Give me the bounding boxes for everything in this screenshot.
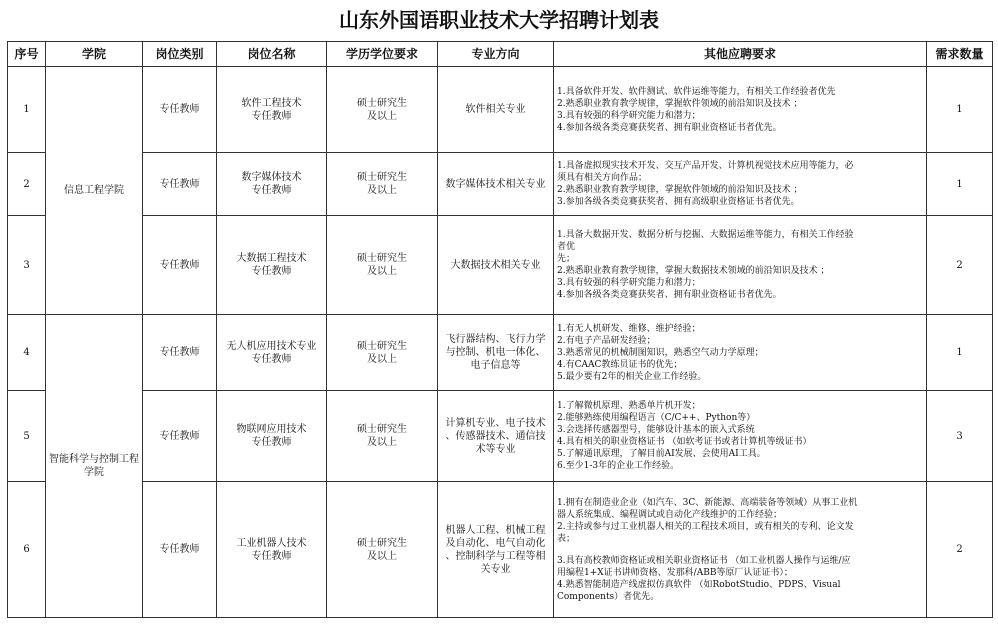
table-row [8, 216, 993, 315]
degree-cell [327, 482, 438, 618]
requirement-line: 4.具有相关的职业资格证书 （如软考证书或者计算机等级证书） [557, 437, 812, 447]
degree-cell [327, 67, 438, 153]
requirement-line: 6.至少1-3年的企业工作经验。 [557, 461, 680, 471]
count-cell: 1 [927, 153, 993, 216]
degree-line: 硕士研究生 [357, 340, 407, 352]
requirement-line: 3.具有较强的科学研究能力和潜力； [557, 110, 701, 121]
requirement-line: 5.了解通讯原理，了解目前AI发展、会使用AI工具。 [557, 449, 766, 459]
major-cell [438, 67, 554, 153]
requirement-line: 1.拥有在制造业企业（如汽车、3C、新能源、高端装备等领域）从事工业机 [557, 497, 858, 508]
position-line: 大数据工程技术 [236, 253, 307, 264]
requirement-line: 3.参加各级各类竞赛获奖者、拥有高级职业资格证书者优先。 [557, 197, 800, 207]
count-cell: 1 [927, 67, 993, 153]
position-cell [217, 67, 327, 153]
requirements-cell [554, 482, 927, 618]
row-no: 5 [8, 391, 46, 482]
degree-line: 硕士研究生 [357, 172, 407, 183]
count-cell: 2 [927, 482, 993, 618]
degree-cell [327, 315, 438, 391]
major-line: 关专业 [480, 563, 511, 575]
row-no: 3 [8, 216, 46, 315]
requirement-line: 2.熟悉职业教育教学规律，掌握软件领域的前沿知识及技术 ； [557, 185, 803, 195]
requirements-cell [554, 391, 927, 482]
requirement-line: 3.具有高校教师资格证或相关职业资格证书 （如工业机器人操作与运维/应 [557, 555, 851, 566]
header-college: 学院 [46, 42, 143, 67]
header-category: 岗位类别 [143, 42, 217, 67]
major-line: 电子信息等 [470, 360, 521, 371]
major-line: 数字媒体技术相关专业 [445, 178, 546, 190]
major-line: 机器人工程、机械工程 [445, 524, 546, 536]
requirement-line: 1.有无人机研发、维修、维护经验； [557, 323, 701, 334]
header-count: 需求数量 [927, 42, 993, 67]
row-no: 1 [8, 67, 46, 153]
position-line: 专任教师 [251, 353, 292, 365]
requirement-line: 3.熟悉常见的机械制图知识，熟悉空气动力学原理； [557, 347, 764, 358]
degree-line: 及以上 [367, 110, 397, 122]
requirement-line: 2.熟悉职业教育教学规律，掌握大数据技术领域的前沿知识及技术 ； [557, 266, 830, 276]
major-line: 及自动化、电气自动化 [445, 537, 546, 549]
position-line: 物联网应用技术 [236, 424, 307, 435]
requirement-line: 4.熟悉智能制造产线虚拟仿真软件 （如RobotStudio、PDPS、Visual [557, 579, 841, 590]
position-line: 软件工程技术 [241, 97, 302, 109]
major-cell [438, 482, 554, 618]
position-line: 专任教师 [251, 437, 292, 448]
requirement-line: 1.了解微机原理、熟悉单片机开发； [557, 401, 701, 411]
row-no: 4 [8, 315, 46, 391]
position-cell [217, 482, 327, 618]
requirement-line: 2.能够熟练使用编程语言（C/C++、Python等） [557, 413, 756, 423]
degree-line: 及以上 [367, 353, 397, 365]
major-line: 、控制科学与工程等相 [445, 550, 546, 562]
header-degree: 学历学位要求 [327, 42, 438, 67]
requirements-cell [554, 216, 927, 315]
requirement-line: 4.有CAAC教练员证书的优先； [557, 359, 683, 370]
major-cell [438, 153, 554, 216]
header-no: 序号 [8, 42, 46, 67]
degree-line: 及以上 [367, 550, 397, 562]
requirement-line: 表； [557, 533, 576, 544]
degree-line: 硕士研究生 [357, 537, 407, 549]
requirement-line [557, 545, 923, 555]
major-line: 、传感器技术、通信技 [445, 430, 546, 442]
requirement-line: 2.熟悉职业教育教学规律，掌握软件领域的前沿知识及技术 ； [557, 98, 803, 109]
position-cell [217, 315, 327, 391]
header-row [8, 42, 993, 67]
degree-line: 硕士研究生 [357, 424, 407, 435]
requirement-line: 须具有相关方向作品； [557, 173, 648, 183]
requirements-cell [554, 315, 927, 391]
position-line: 专任教师 [251, 266, 292, 277]
requirement-line: Components）者优先。 [557, 591, 660, 602]
category-cell: 专任教师 [143, 216, 217, 315]
position-line: 专任教师 [251, 110, 292, 122]
requirement-line: 1.具备大数据开发、数据分析与挖掘、大数据运维等能力，有相关工作经验 [557, 230, 854, 240]
requirement-line: 3.会选择传感器型号，能够设计基本的嵌入式系统 [557, 425, 755, 435]
major-line: 飞行器结构、飞行力学 [445, 334, 546, 345]
major-cell [438, 216, 554, 315]
position-line: 专任教师 [251, 550, 292, 562]
table-row [8, 315, 993, 391]
requirement-line: 5.最少要有2年的相关企业工作经验。 [557, 371, 707, 382]
major-line: 软件相关专业 [465, 104, 526, 115]
position-cell [217, 216, 327, 315]
table-row [8, 391, 993, 482]
header-requirements: 其他应聘要求 [554, 42, 927, 67]
position-line: 工业机器人技术 [236, 537, 307, 549]
degree-line: 及以上 [367, 437, 397, 448]
requirements-cell [554, 67, 927, 153]
position-cell [217, 391, 327, 482]
position-cell [217, 153, 327, 216]
degree-line: 硕士研究生 [357, 97, 407, 109]
requirement-line: 3.具有较强的科学研究能力和潜力； [557, 278, 701, 288]
major-line: 与控制、机电一体化、 [445, 347, 546, 358]
position-line: 数字媒体技术 [241, 172, 302, 183]
degree-cell [327, 216, 438, 315]
count-cell: 3 [927, 391, 993, 482]
requirement-line: 者优 [557, 242, 576, 252]
requirement-line: 用编程1+X证书讲师资格、发那科/ABB等原厂认证证书）； [557, 567, 793, 578]
row-no: 2 [8, 153, 46, 216]
college-cell: 信息工程学院 [46, 67, 143, 315]
major-cell [438, 391, 554, 482]
requirement-line: 1.具备软件开发、软件测试、软件运维等能力，有相关工作经验者优先 [557, 86, 836, 97]
count-cell: 1 [927, 315, 993, 391]
category-cell: 专任教师 [143, 67, 217, 153]
page-title: 山东外国语职业技术大学招聘计划表 [339, 8, 659, 32]
college-cell: 智能科学与控制工程学院 [46, 315, 143, 618]
requirement-line: 2.主持或参与过工业机器人相关的工程技术项目，或有相关的专利、论文发 [557, 521, 854, 532]
requirement-line: 2.有电子产品研发经验； [557, 335, 656, 346]
degree-line: 及以上 [367, 185, 397, 196]
row-no: 6 [8, 482, 46, 618]
header-major: 专业方向 [438, 42, 554, 67]
requirements-cell [554, 153, 927, 216]
degree-line: 硕士研究生 [357, 253, 407, 264]
category-cell: 专任教师 [143, 482, 217, 618]
header-position: 岗位名称 [217, 42, 327, 67]
position-line: 专任教师 [251, 185, 292, 196]
degree-cell [327, 391, 438, 482]
major-line: 术等专业 [475, 443, 516, 455]
major-cell [438, 315, 554, 391]
recruitment-table [7, 41, 993, 618]
major-line: 大数据技术相关专业 [450, 259, 541, 271]
category-cell: 专任教师 [143, 315, 217, 391]
table-row [8, 153, 993, 216]
degree-line: 及以上 [367, 266, 397, 277]
requirement-line: 4.参加各级各类竞赛获奖者、拥有职业资格证书者优先。 [557, 290, 782, 300]
count-cell: 2 [927, 216, 993, 315]
table-row [8, 482, 993, 618]
degree-cell [327, 153, 438, 216]
requirement-line: 1.具备虚拟现实技术开发、交互产品开发、计算机视觉技术应用等能力，必 [557, 161, 854, 171]
major-line: 计算机专业、电子技术 [445, 417, 546, 429]
requirement-line: 器人系统集成、编程调试或自动化产线维护的工作经验； [557, 509, 783, 520]
category-cell: 专任教师 [143, 391, 217, 482]
requirement-line: 先； [557, 254, 576, 264]
requirement-line: 4.参加各级各类竞赛获奖者、拥有职业资格证书者优先。 [557, 122, 782, 133]
position-line: 无人机应用技术专业 [226, 340, 317, 352]
table-row [8, 67, 993, 153]
category-cell: 专任教师 [143, 153, 217, 216]
